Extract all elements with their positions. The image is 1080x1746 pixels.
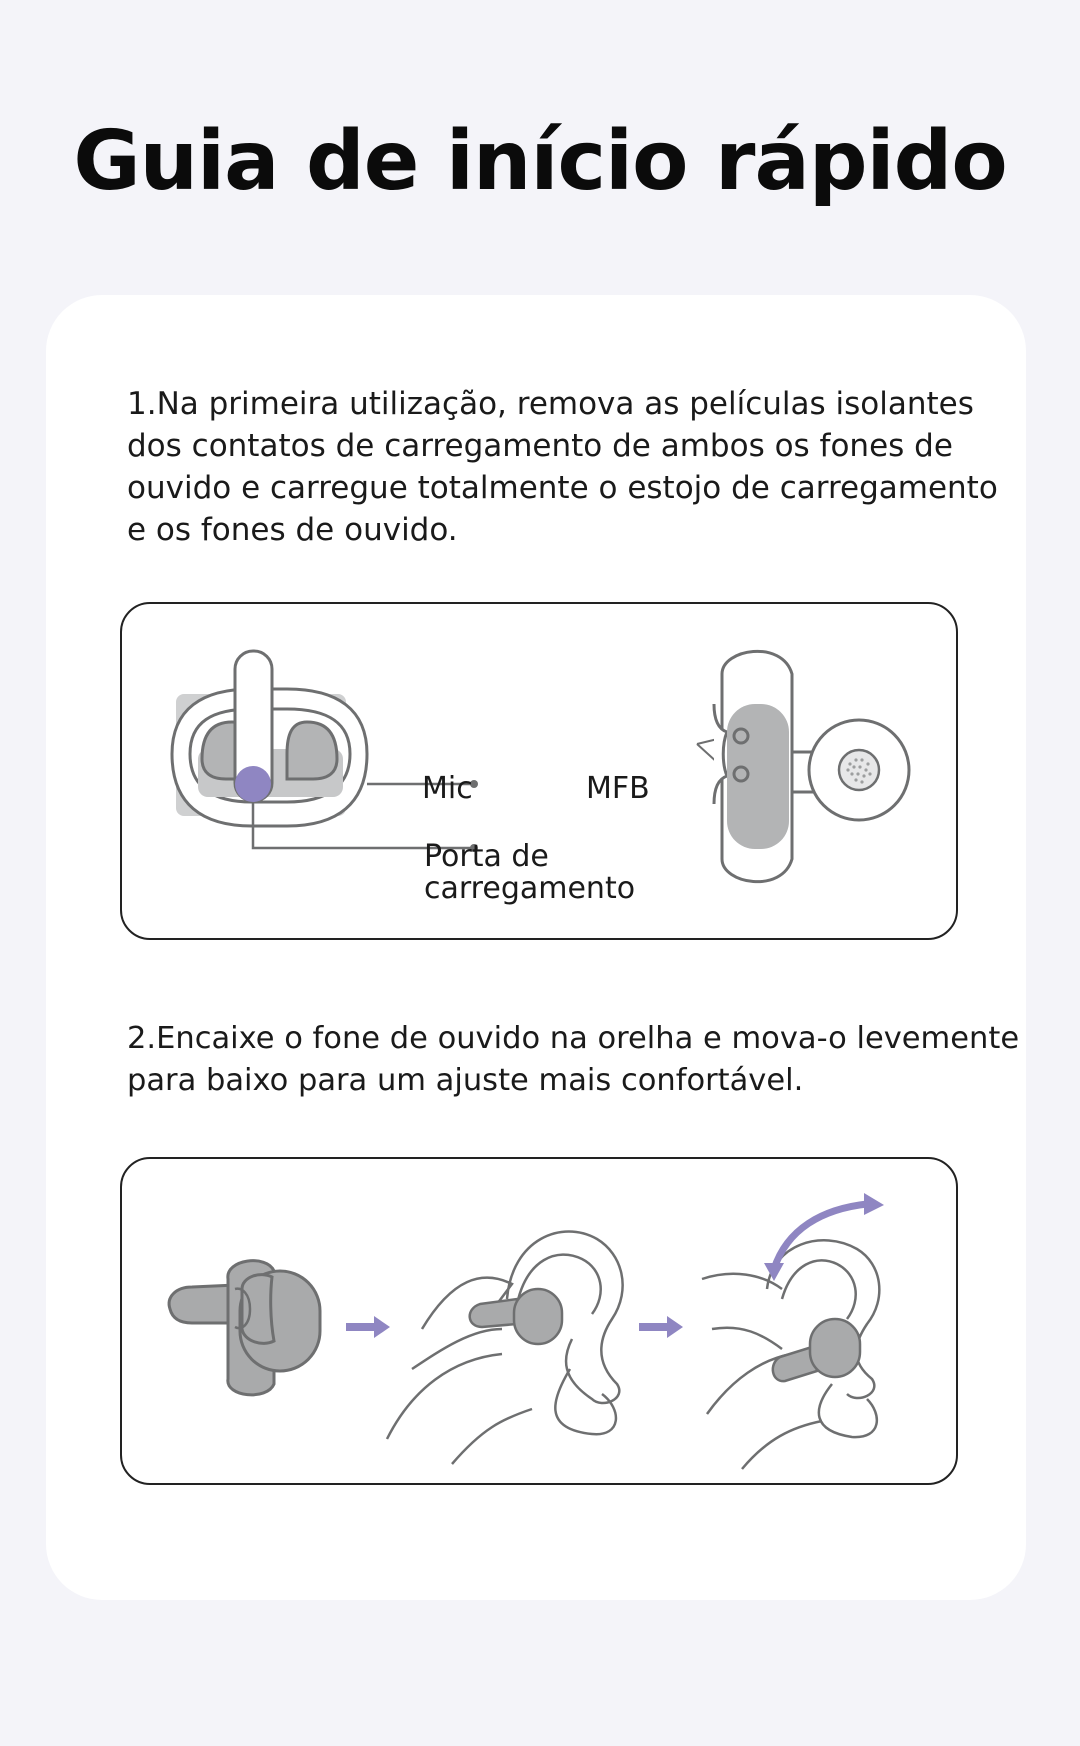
mfb-label: MFB xyxy=(586,771,650,806)
earbud-side-illustration xyxy=(697,651,909,881)
charging-port-label-line2: carregamento xyxy=(424,871,636,906)
wearing-steps-diagram xyxy=(120,1157,958,1485)
arrow-right-icon xyxy=(346,1316,390,1338)
ear-insert-illustration xyxy=(387,1232,623,1465)
page-title: Guia de início rápido xyxy=(73,114,1007,209)
step-1-text: 1.Na primeira utilização, remova as películas isolantes dos contatos de carregamento de ambos os fones de ouvido e carregue totalmente o estojo de carregamento e os fones de ouvido. xyxy=(127,386,998,548)
arrow-right-icon-2 xyxy=(639,1316,683,1338)
earbud-illustration xyxy=(169,1261,320,1395)
earbud-parts-diagram xyxy=(120,602,958,940)
ear-adjust-illustration xyxy=(702,1240,879,1469)
rotate-arrow-icon xyxy=(764,1193,884,1281)
earbud-front-illustration xyxy=(172,651,478,852)
mic-label: Mic xyxy=(422,771,473,806)
step-2-text: 2.Encaixe o fone de ouvido na orelha e mova-o levemente para baixo para um ajuste mais confortável. xyxy=(127,1021,1020,1098)
charging-port-label-line1: Porta de xyxy=(424,839,549,874)
